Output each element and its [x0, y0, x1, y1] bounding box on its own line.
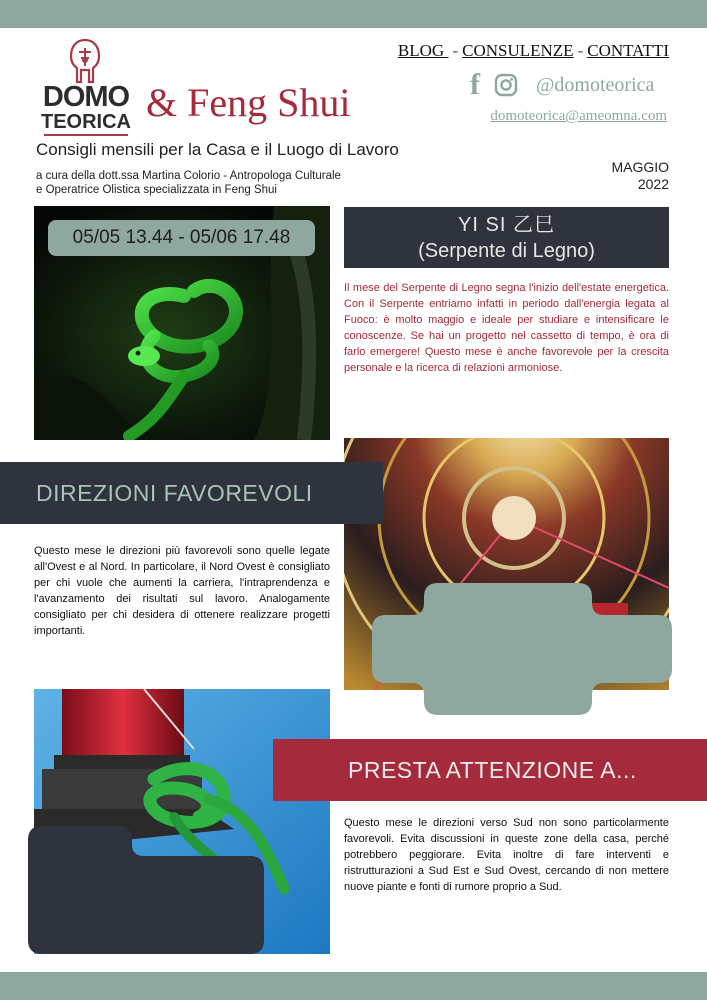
nav-contatti-link[interactable]: CONTATTI	[587, 41, 669, 60]
top-navigation	[398, 41, 669, 61]
logo-mark-icon	[67, 38, 103, 84]
author-credit	[36, 169, 341, 197]
domoteorica-logo[interactable]	[40, 38, 132, 138]
brand-title: & Feng Shui	[146, 80, 351, 125]
nav-separator: -	[452, 41, 459, 60]
credit-line-1: a cura della dott.ssa Martina Colorio - Antropologa Culturale	[36, 170, 341, 182]
logo-word-domo: DOMO	[42, 81, 130, 113]
nav-blog-link[interactable]: BLOG	[397, 41, 449, 60]
attention-description: Questo mese le direzioni verso Sud non sono particolarmente favorevoli. Evita discussioni in queste zone della casa, perché potrebbero peggiorare. Evita inoltre di fare interventi e ristrutturazioni a Sud Est e Sud Ovest, cercando di non mettere nuove piante e fonti di rumore proprio a Sud.	[344, 817, 669, 893]
contact-email-link[interactable]: domoteorica@ameomna.com	[490, 108, 667, 124]
month-sign-heading	[344, 207, 669, 268]
attention-heading: PRESTA ATTENZIONE A...	[273, 739, 707, 801]
nav-separator: -	[577, 41, 584, 60]
facebook-icon[interactable]: f	[470, 68, 480, 101]
top-decorative-band	[0, 0, 707, 28]
newsletter-subtitle: Consigli mensili per la Casa e il Luogo di Lavoro	[36, 140, 399, 159]
directions-description: Questo mese le direzioni più favorevoli sono quelle legate all'Ovest e al Nord. In particolare, il Nord Ovest è consigliato per chi vuole che aumenti la carriera, l'intraprendenza e l'avanzamento dei risultati sul lavoro. Analogamente consigliato per chi desidera di ottenere realizzare progetti importanti.	[34, 545, 330, 637]
month-sign-description: Il mese del Serpente di Legno segna l'inizio dell'estate energetica. Con il Serpente entriamo infatti in periodo dall'energia legata al Fuoco: è molto maggio e ideale per studiare e intensificare le conoscenze. Se hai un progetto nel cassetto di tempo, è ora di farlo emergere! Questo mese è anche favorevole per la crescita personale e la ricerca di relazioni armoniose.	[344, 282, 669, 374]
issue-date	[611, 159, 669, 193]
month-date-range-badge: 05/05 13.44 - 05/06 17.48	[48, 220, 315, 256]
month-sign-subtitle: (Serpente di Legno)	[418, 240, 595, 262]
logo-underline	[44, 134, 128, 136]
bottom-decorative-band	[0, 972, 707, 1000]
instagram-icon[interactable]	[494, 73, 518, 97]
social-handle[interactable]: @domoteorica	[536, 73, 655, 96]
credit-line-2: e Operatrice Olistica specializzata in Feng Shui	[36, 184, 277, 196]
social-links	[470, 70, 654, 100]
decorative-charcoal-badge	[28, 826, 264, 954]
directions-heading: DIREZIONI FAVOREVOLI	[0, 462, 383, 524]
logo-word-teorica: TEORICA	[41, 111, 131, 133]
month-sign-title: YI SI 乙巳	[458, 214, 555, 236]
nav-consulenze-link[interactable]: CONSULENZE	[462, 41, 574, 60]
decorative-sage-badge	[372, 583, 672, 715]
issue-month: MAGGIO	[611, 159, 669, 175]
issue-year: 2022	[637, 176, 669, 192]
